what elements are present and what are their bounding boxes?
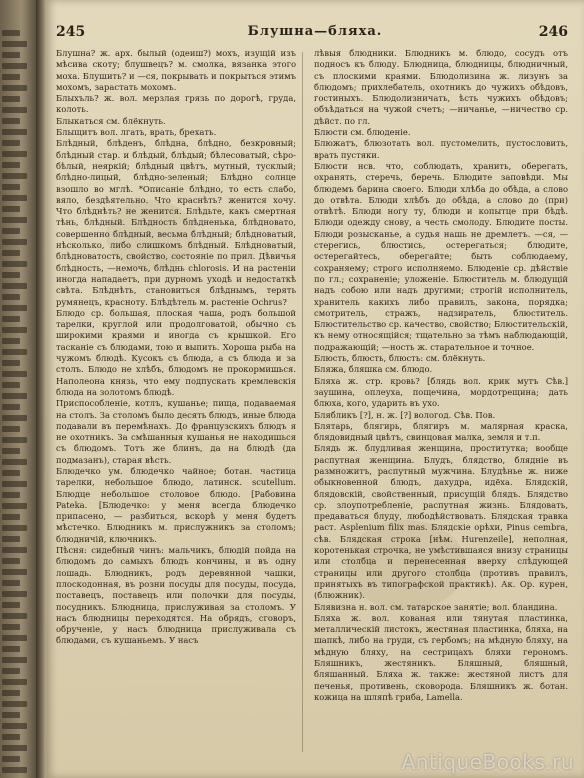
dictionary-entry: Бляжа, бляшка см. блюдо.: [314, 364, 433, 375]
previous-page-text-line: [2, 701, 27, 707]
previous-page-text-line: [2, 481, 27, 487]
previous-page-text-line: [2, 734, 20, 740]
dictionary-entry: Блявизна н. вол. см. татарское занятіе; вол. бландина.: [314, 601, 558, 612]
previous-page-text-line: [2, 107, 27, 113]
previous-page-text-line: [2, 162, 20, 168]
previous-page-text-line: [2, 360, 20, 366]
previous-page-text-line: [2, 96, 20, 102]
previous-page-text-line: [2, 459, 27, 465]
dictionary-entry: Блѣдный, блѣденъ, блѣдна, блѣдно, безкровный; блѣдный стар. и блѣдый, блѣдый; бѣлесоватый, сѣро-бѣлый, неяркій; блѣдный цвѣтъ, мутный, тусклый; блѣдно-лицый, блѣдно-зеленый; Блѣдно солнце взошло во мглѣ. *Описаніе блѣдно, то есть слабо, вяло, бездѣятельно. Что краснѣть? женится хочу. Что блѣднѣть? не женится. Блѣдьте, какъ смертная тѣнь, блѣдный. Блѣдность блѣдненька, блѣдновато, совершенно блѣдный, весьма блѣдный; блѣдноватый, нѣсколько, либо слишкомъ блѣдный. Блѣдноватый, блѣдноватость, свойство, состояніе по прил. Дѣвичья блѣдность, —немочь, блѣднь chlorosis. И на растеніи иногда нападаетъ, при дурномъ уходѣ и недостаткѣ свѣта. Блѣднѣть, становиться блѣднымъ, терять румянецъ, красноту. Блѣдѣтель м. растеніе Ochrus?: [56, 138, 296, 307]
dictionary-entry: Блюсти см. блюденіе.: [314, 127, 411, 138]
previous-page-text-line: [2, 470, 20, 476]
previous-page-text-line: [2, 74, 20, 80]
dictionary-entry: Пѣсня: сидебный чинъ: мальчикъ, блюдій пойда на блюдомъ до самыхъ блюдъ кончины, и въ одну лошадь. Блюдникъ, родъ деревянной чашки, плоскодонная, въ розни посуды для посуды, посуда, поставецъ, поставецъ или полочки для посуды, посудникъ. Блюдница, прислуживая за столомъ. У насъ блюдницы переходятся. На обрядъ, сговоръ, обрученіе, у насъ блюдница прислуживала съ блюдами, съ кушаньемъ. У насъ: [56, 545, 296, 646]
previous-page-text-line: [2, 250, 20, 256]
previous-page-text-line: [2, 580, 20, 586]
dictionary-entry: лѣвыя блюдники. Блюдникъ м. блюдо, сосудъ отъ подносъ къ блюду. Блюдница, блюдницы, блюдничный, съ плоскими краями. Блюдолизина ж. лизунъ за блюдомъ; прихлебатель, охотникъ до чужихъ обѣдовъ, гостиныхъ. Блюдолизничать, ѣсть чужихъ обѣдовъ; объѣдаться на чужой счетъ; —ничанье, —ничество ср. дѣйст. по гл.: [314, 48, 568, 126]
previous-page-text-line: [2, 371, 27, 377]
previous-page-text-line: [2, 547, 27, 553]
previous-page-text-line: [2, 228, 20, 234]
previous-page-text-line: [2, 151, 27, 157]
previous-page-text-line: [2, 239, 27, 245]
dictionary-entry: Блушна? ж. арх. былый (одеиш?) мохъ, изущій изъ мѣсива скоту; блушвецъ? м. смолка, вязанка этого моха. Блушить? и —ся, покрывать и покрыться этимъ мохомъ, зарастать мохомъ.: [56, 48, 296, 92]
dictionary-entry: Блюдечко ум. блюдечко чайное; ботан. частица тарелки, небольшое блюдо, латинск. scutellum. Блюдце небольшое столовое блюдо. [Рабовина Pateka. [Блюдечко: у меня всегда блюдечко припасено, — разбиться, вскорѣ у меня будетъ мѣстечко. Блюдникъ м. прислужникъ за столомъ; блюдничій, ключникъ.: [56, 465, 296, 544]
previous-page-text-line: [2, 591, 27, 597]
previous-page-text-line: [2, 173, 27, 179]
watermark-logo: AntiqueBooks.ru: [401, 750, 574, 774]
previous-page-text-line: [2, 30, 20, 36]
page-header: [46, 24, 584, 46]
dictionary-entry: Блыхъль? ж. вол. мерзлая грязь по дорогѣ, груда, колоть.: [56, 93, 296, 115]
dictionary-entry: Блыщитъ вол. лгать, врать, брехать.: [56, 127, 217, 138]
previous-page-text-line: [2, 206, 20, 212]
previous-page-text-line: [2, 503, 27, 509]
previous-page-text-line: [2, 272, 20, 278]
dictionary-entry: Блядь ж. блудливая женщина, проститутка; вообще распутная женщина. Блудъ, блядство, блядніе въ размножитъ, распутный мужчина. Блудѣнье ж. ниже обыкновенной блюдъ, дахудра, идёха. Блядскій, блядовскій, свойственный, присущій блядъ. Блядство ср. злоупотребленіе, распутная жизнь. Блядовать, предаваться блуду, любодѣйствовать. Блядская травка раст. Asplenium filix mas. Блядскіе орѣхи, Pinus cembra, сѣв. Блядская строка [нѣм. Hurenzeile], неполная, коротенькая строчка, не умѣстившаяся внизу страницы или столбца и перенесенная вверху слѣдующей страницы или другого столбца (противъ правилъ, принятыхъ въ типографской практикѣ). Ак. Ор. курен, (блюжник).: [314, 443, 568, 601]
previous-page-text-line: [2, 624, 20, 630]
previous-page-text-line: [2, 668, 20, 674]
right-column: [314, 48, 568, 760]
dictionary-entry: Блятарь, блягирь, блягиръ м. малярная краска, блядовидный цвѣтъ, свинцовая малка, земля и т.п.: [314, 420, 568, 443]
dictionary-entry: Приспособленіе, котлъ, кушанье; пища, подаваемая на столъ. За столомъ было десять блюдъ, иные блюда подавали въ перемѣнахъ. До французскихъ блюдъ я не охотникъ. За смѣшанныя кушанья не находишься съ блюдомъ. Тотъ же блинъ, да на блюдѣ (да подмазанъ), старая вѣсть.: [56, 398, 296, 465]
previous-page-text-line: [2, 437, 27, 443]
dictionary-entry: Блюсти нсв. что, соблюдать, хранить, оберегать, охранять, стеречь, беречь. Блюдите заповѣди. Мы блюдемъ барина своего. Блюди хлѣба до обѣда, а слово до отвѣта. Блюди хлѣбъ до обѣда, а слово до (при) отвѣтѣ. Блюди ногу ту, блюди и копытце при бѣдѣ. Блюди одежду снову, а честь смолоду. Блюдите посты. Блюди розысканье, а судья нашь не дремлетъ. —ся, —стерегись, блюстись, остерегаться; блюдите, остерегайтесь, оберегайте; быть соблюдаему, сохраняему; строго исполняемо. Блюденіе ср. дѣйствіе по гл.; сохраненіе; уложеніе. Блюститель м. блюдущій надъ собою или надъ другими; строгій исполнитель, хранитель какихъ либо правилъ, закона, порядка; смотритель, стражъ, надзиратель, блюститель. Блюстительство ср. качество, свойство; Блюстительскій, къ нему относящійся; тщательно за тѣмъ наблюдающій, подражающій; —ность ж. старательное и точное.: [314, 160, 568, 352]
previous-page-text-line: [2, 393, 27, 399]
left-page-number: 245: [56, 24, 86, 40]
previous-page-text-line: [2, 767, 27, 773]
dictionary-entry: Бляха ж. стр. кровь? [блядь вол. крик мутъ Сѣв.] заушина, оплеуха, пощечина, мордотрещина; дать блюха, кого, ударить въ ухо.: [314, 375, 568, 409]
previous-page-text-line: [2, 283, 27, 289]
previous-page-text-line: [2, 426, 20, 432]
previous-page-text-line: [2, 613, 27, 619]
right-page-number: 246: [538, 24, 568, 40]
previous-page-text-line: [2, 745, 27, 751]
previous-page-text-line: [2, 712, 20, 718]
left-column: [56, 48, 296, 760]
dictionary-entry: Бляха ж. вол. кованая или тянутая пластинка, металлическій листокъ, жестяная пластинка, бляха, на шапкѣ, либо на груди, съ гербомъ; на мѣдную бляху, на мѣдную бляху, на сестрицахъ бляхи герономъ. Бляшникъ, жестяникъ. Бляшный, бляшный, бляшанный. Бляха ж. также: жестяной листъ для печенья, противень, сковорода. Бляшникъ ж. ботан. кожица на шляпѣ гриба, Lamella.: [314, 612, 568, 702]
previous-page-text-line: [2, 756, 20, 762]
previous-page-text-line: [2, 294, 20, 300]
previous-page-text-line: [2, 118, 20, 124]
previous-page-text-line: [2, 327, 27, 333]
previous-page-edge: [0, 0, 36, 778]
previous-page-text-line: [2, 140, 20, 146]
previous-page-text-line: [2, 41, 27, 47]
dictionary-entry: Блюсть, блюсть, блюсть: см. блёкнуть.: [314, 353, 486, 364]
dictionary-entry: Блябликъ [?], н. ж. [?] вологод. Сѣв. Пов.: [314, 409, 496, 420]
previous-page-text-line: [2, 382, 20, 388]
dictionary-entry: Блыкаться см. блёкнуть.: [56, 115, 166, 126]
previous-page-text-line: [2, 305, 27, 311]
previous-page-text-line: [2, 646, 20, 652]
previous-page-text-line: [2, 338, 20, 344]
book-gutter: [36, 0, 46, 778]
previous-page-text-line: [2, 404, 20, 410]
previous-page-text-line: [2, 63, 27, 69]
previous-page-text-line: [2, 492, 20, 498]
previous-page-text-line: [2, 558, 20, 564]
dictionary-page: [46, 0, 584, 778]
dictionary-entry: Блюдо ср. большая, плоская чаша, родъ большой тарелки, круглой или продолговатой, обычно съ широкими краями и иногда съ крышкой. Его тасканіе съ блюдами, тою и выпить. Хороша рыба на чужомъ блюдѣ. Кусокъ съ блюда, а съ блюда и за столъ. Блюдо не хлѣбъ, блюдомъ не прокормишься. Наполеона князь, что ему подпускать кремлевскія блюда на золотомъ блюдѣ.: [56, 307, 296, 397]
previous-page-text-line: [2, 602, 20, 608]
previous-page-text-line: [2, 690, 20, 696]
previous-page-text-line: [2, 316, 20, 322]
previous-page-text-line: [2, 657, 27, 663]
dictionary-entry: Блюжатъ, блюзотать вол. пустомелить, пустословить, врать пустяки.: [314, 138, 568, 160]
previous-page-text-line: [2, 448, 20, 454]
previous-page-text-line: [2, 184, 20, 190]
previous-page-text-line: [2, 525, 27, 531]
previous-page-text-line: [2, 514, 20, 520]
previous-page-text-line: [2, 261, 27, 267]
previous-page-text-line: [2, 723, 27, 729]
previous-page-text-line: [2, 679, 27, 685]
previous-page-text-line: [2, 349, 27, 355]
running-head: Блушна—бляха.: [247, 24, 383, 39]
previous-page-text-line: [2, 52, 20, 58]
previous-page-text-line: [2, 195, 27, 201]
previous-page-text-line: [2, 415, 27, 421]
previous-page-text-line: [2, 635, 27, 641]
previous-page-text-line: [2, 569, 27, 575]
previous-page-text-line: [2, 129, 27, 135]
previous-page-text-line: [2, 85, 27, 91]
column-divider: [302, 52, 303, 752]
previous-page-text-line: [2, 217, 27, 223]
previous-page-text-line: [2, 536, 20, 542]
